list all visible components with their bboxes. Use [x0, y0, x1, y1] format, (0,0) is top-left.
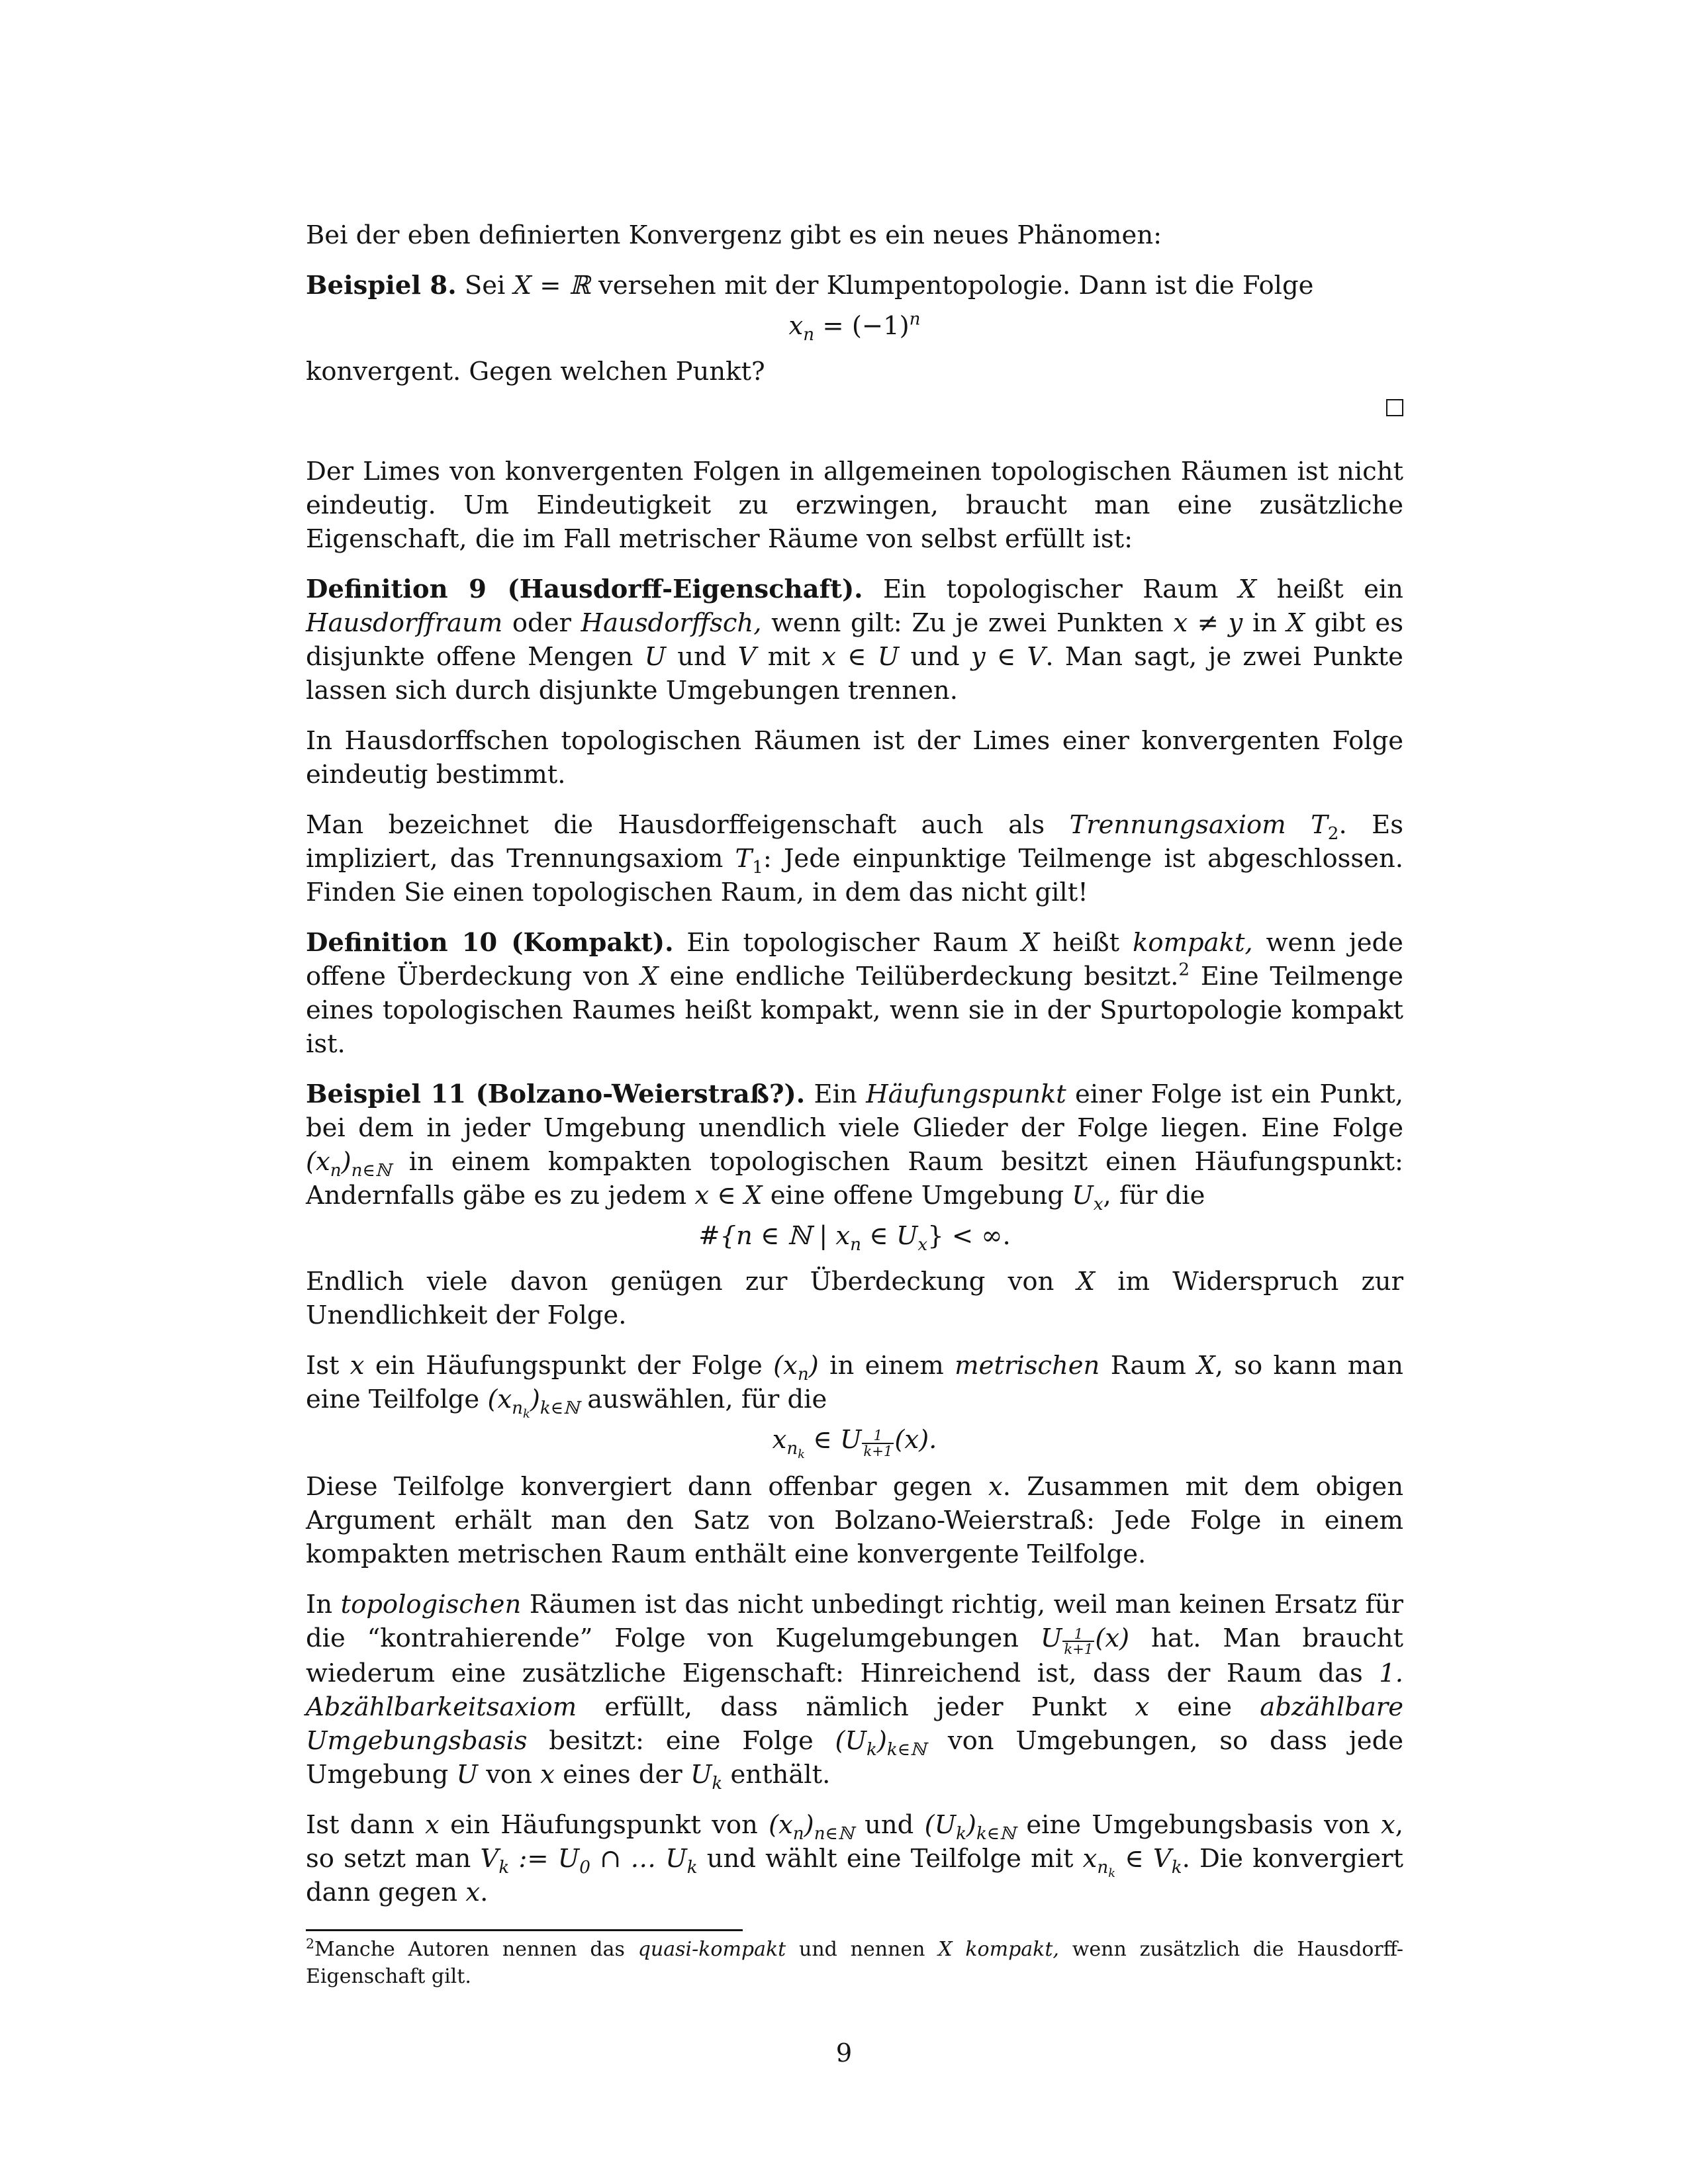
- definition-10-label: Definition 10 (Kompakt).: [306, 928, 674, 958]
- definition-9-label: Definition 9 (Hausdorff-Eigenschaft).: [306, 574, 863, 604]
- fraction: $\frac{1}{k+1}$: [1064, 1625, 1094, 1658]
- example-8-formula: $x_n = (-1)^n$: [788, 309, 921, 345]
- footnote: $^2$Manche Autoren nennen das quasi-kompakt und nennen X kompakt, wenn zusätzlich die Hausdorff-Eigenschaft gilt.: [306, 1935, 1403, 1988]
- footnote-divider: [306, 1929, 743, 1931]
- cover-contradiction-paragraph: Endlich viele davon genügen zur Überdeckung von X im Widerspruch zur Unendlichkeit der Folge.: [306, 1267, 1403, 1330]
- example-8-question: konvergent. Gegen welchen Punkt?: [306, 357, 765, 387]
- qed-square-icon: [1386, 399, 1403, 416]
- page-number: 9: [835, 2038, 853, 2068]
- uniqueness-paragraph: Der Limes von konvergenten Folgen in allgemeinen topologischen Räumen ist nicht eindeutig. Um Eindeutigkeit zu erzwingen, braucht man eine zusätzliche Eigenschaft, die im Fall metrischer Räume von selbst erfüllt ist:: [306, 457, 1403, 554]
- fraction: $\frac{1}{k+1}$: [863, 1427, 893, 1459]
- example-8: Beispiel 8. Sei X = ℝ versehen mit der Klumpentopologie. Dann ist die Folge: [306, 271, 1314, 300]
- hausdorff-uniqueness-paragraph: In Hausdorffschen topologischen Räumen ist der Limes einer konvergenten Folge eindeutig bestimmt.: [306, 726, 1403, 790]
- bolzano-weierstrass-paragraph: Diese Teilfolge konvergiert dann offenbar gegen x. Zusammen mit dem obigen Argument erhält man den Satz von Bolzano-Weierstraß: Jede Folge in einem kompakten metrischen Raum enthält eine konvergente Teilfolge.: [306, 1471, 1403, 1569]
- topological-spaces-paragraph: In topologischen Räumen ist das nicht unbedingt richtig, weil man keinen Ersatz für die “kontrahierende” Folge von Kugelumgebungen U $\frac{1}{k+1}$ (x) hat. Man braucht wiederum eine zusätzliche Eigenschaft: Hinreichend ist, dass der Raum das 1. Abzählbarkeitsaxiom erfüllt, dass nämlich jeder Punkt x eine abzählbare Umgebungsbasis besitzt: eine Folge $(U_k)_{k\in ℕ}$ von Umgebungen, so dass jede Umgebung U von x eines der $U_k$ enthält.: [306, 1589, 1403, 1794]
- definition-10: Definition 10 (Kompakt). Ein topologischer Raum X heißt kompakt, wenn jede offene Überdeckung von X eine endliche Teilüberdeckung besitzt.$^2$ Eine Teilmenge eines topologischen Raumes heißt kompakt, wenn sie in der Spurtopologie kompakt ist.: [306, 928, 1403, 1059]
- subsequence-formula: $x_{n_k}$ ∈ U $\frac{1}{k+1}$ (x).: [772, 1425, 937, 1462]
- footnote-mark: 2: [1178, 960, 1190, 980]
- example-8-label: Beispiel 8.: [306, 271, 457, 300]
- qed-row: [306, 388, 1403, 435]
- separation-axiom-paragraph: Man bezeichnet die Hausdorffeigenschaft auch als Trennungsaxiom $T_2$. Es impliziert, das Trennungsaxiom $T_1$: Jede einpunktige Teilmenge ist abgeschlossen. Finden Sie einen topologischen Raum, in dem das nicht gilt!: [306, 810, 1403, 907]
- example-11-label: Beispiel 11 (Bolzano-Weierstraß?).: [306, 1079, 806, 1109]
- footnote-number: 2: [306, 1935, 314, 1952]
- page-body: [306, 218, 1403, 1926]
- example-11: Beispiel 11 (Bolzano-Weierstraß?). Ein Häufungspunkt einer Folge ist ein Punkt, bei dem in jeder Umgebung unendlich viele Glieder der Folge liegen. Eine Folge $(x_n)_{n\in ℕ}$ in einem kompakten topologischen Raum besitzt einen Häufungspunkt: Andernfalls gäbe es zu jedem x ∈ X eine offene Umgebung $U_x$, für die: [306, 1079, 1404, 1215]
- neighbourhood-basis-paragraph: Ist dann x ein Häufungspunkt von $(x_n)_{n\in ℕ}$ und $(U_k)_{k\in ℕ}$ eine Umgebungsbasis von x, so setzt man $V_k$ := $U_0$ ∩ … $U_k$ und wählt eine Teilfolge mit $x_{n_k}$ ∈ $V_k$. Die konvergiert dann gegen x.: [306, 1809, 1403, 1907]
- intro-paragraph: Bei der eben definierten Konvergenz gibt es ein neues Phänomen:: [306, 220, 1162, 250]
- metric-subsequence-paragraph: Ist x ein Häufungspunkt der Folge $(x_n)$ in einem metrischen Raum X, so kann man eine Teilfolge $(x_{n_k})_{k\in ℕ}$ auswählen, für die: [306, 1351, 1403, 1422]
- example-11-formula: #{n ∈ ℕ | $x_n$ ∈ $U_x$} < ∞.: [698, 1221, 1011, 1255]
- definition-9: Definition 9 (Hausdorff-Eigenschaft). Ein topologischer Raum X heißt ein Hausdorffraum oder Hausdorffsch, wenn gilt: Zu je zwei Punkten x ≠ y in X gibt es disjunkte offene Mengen U und V mit x ∈ U und y ∈ V. Man sagt, je zwei Punkte lassen sich durch disjunkte Umgebungen trennen.: [306, 574, 1403, 705]
